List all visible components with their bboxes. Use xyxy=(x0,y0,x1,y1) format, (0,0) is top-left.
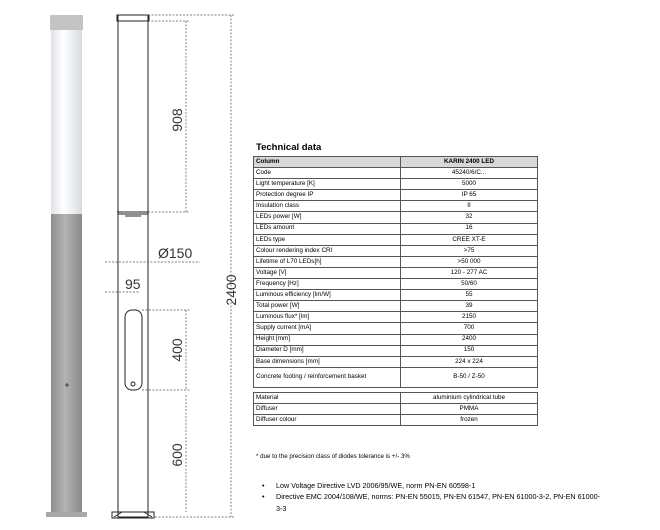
technical-data-title: Technical data xyxy=(256,142,322,153)
pole-diffuser xyxy=(51,30,82,214)
dim-diffuser-height-label: 908 xyxy=(169,108,185,132)
spec-value: frozen xyxy=(401,414,538,425)
table-row xyxy=(254,301,538,312)
pole-base xyxy=(46,512,87,517)
spec-param: Voltage [V] xyxy=(254,267,401,278)
dimension-lines xyxy=(105,15,235,517)
spec-param: Concrete footing / reinforcement basket xyxy=(254,367,401,387)
spec-param: Diffuser colour xyxy=(254,414,401,425)
table-row xyxy=(254,201,538,212)
spec-value: 2400 xyxy=(401,334,538,345)
spec-value: >50 000 xyxy=(401,256,538,267)
table-row xyxy=(254,290,538,301)
spec-param: Base dimensions [mm] xyxy=(254,356,401,367)
dim-base-to-door-label: 600 xyxy=(169,443,185,467)
list-item: • Directive EMC 2004/108/WE, norms: PN-EN 55015, PN-EN 61547, PN-EN 61000-3-2, PN-EN 61000-3-3 xyxy=(262,491,602,514)
spec-value: 55 xyxy=(401,290,538,301)
spec-header-param: Column xyxy=(254,157,401,168)
spec-param: Frequency [Hz] xyxy=(254,279,401,290)
spec-param: Supply current [mA] xyxy=(254,323,401,334)
dim-diameter-label: Ø150 xyxy=(158,245,193,261)
pole-cap xyxy=(50,15,83,30)
table-row xyxy=(254,356,538,367)
spec-param: Diffuser xyxy=(254,403,401,414)
spec-param: Luminous flux* [lm] xyxy=(254,312,401,323)
pole-shaft xyxy=(51,214,82,512)
spec-header-value: KARIN 2400 LED xyxy=(401,157,538,168)
table-row xyxy=(254,312,538,323)
spec-value: IP 65 xyxy=(401,190,538,201)
spec-param: Light temperature [K] xyxy=(254,179,401,190)
spec-value: 50/60 xyxy=(401,279,538,290)
spec-param: LEDs amount xyxy=(254,223,401,234)
spec-param: Luminous efficiency [lm/W] xyxy=(254,290,401,301)
table-row xyxy=(254,267,538,278)
pole-outline-drawing xyxy=(112,15,154,518)
table-row xyxy=(254,168,538,179)
tolerance-footnote: * due to the precision class of diodes tolerance is +/- 3% xyxy=(256,453,410,460)
spec-value: 120 - 277 AC xyxy=(401,267,538,278)
table-row xyxy=(254,190,538,201)
spec-value: 45240/6/C... xyxy=(401,168,538,179)
table-row xyxy=(254,256,538,267)
table-row xyxy=(254,345,538,356)
spec-value: >75 xyxy=(401,245,538,256)
spec-param: Code xyxy=(254,168,401,179)
spec-value: aluminium cylindrical tube xyxy=(401,392,538,403)
table-row xyxy=(254,392,538,403)
table-row xyxy=(254,245,538,256)
norms-list xyxy=(262,480,602,514)
spec-table xyxy=(253,156,538,426)
table-row xyxy=(254,367,538,387)
spec-param: Insulation class xyxy=(254,201,401,212)
dim-door-offset-label: 95 xyxy=(125,276,141,292)
table-row xyxy=(254,323,538,334)
list-item: • Low Voltage Directive LVD 2006/95/WE, norm PN-EN 60598-1 xyxy=(262,480,602,491)
table-row xyxy=(254,223,538,234)
spec-value: 700 xyxy=(401,323,538,334)
spec-param: Height [mm] xyxy=(254,334,401,345)
spec-value: CREE XT-E xyxy=(401,234,538,245)
table-row xyxy=(254,414,538,425)
pole-screw xyxy=(65,383,68,386)
table-row xyxy=(254,403,538,414)
dim-door-height-label: 400 xyxy=(169,338,185,362)
spec-param: Protection degree IP xyxy=(254,190,401,201)
spec-param: Material xyxy=(254,392,401,403)
spec-value: 16 xyxy=(401,223,538,234)
spec-value: B-50 / Z-50 xyxy=(401,367,538,387)
dim-total-height-label: 2400 xyxy=(223,274,239,306)
table-row xyxy=(254,212,538,223)
spec-value: 39 xyxy=(401,301,538,312)
pole-rendering xyxy=(46,15,87,517)
table-row xyxy=(254,179,538,190)
table-row xyxy=(254,279,538,290)
spec-value: 150 xyxy=(401,345,538,356)
spec-header-row xyxy=(254,157,538,168)
table-row xyxy=(254,334,538,345)
spec-param: Colour rendering index CRI xyxy=(254,245,401,256)
spec-value: 224 x 224 xyxy=(401,356,538,367)
spec-param: LEDs power [W] xyxy=(254,212,401,223)
table-row xyxy=(254,234,538,245)
spec-value: 2150 xyxy=(401,312,538,323)
spec-param: Total power [W] xyxy=(254,301,401,312)
spec-value: PMMA xyxy=(401,403,538,414)
spec-param: Lifetime of L70 LEDs[h] xyxy=(254,256,401,267)
spec-param: LEDs type xyxy=(254,234,401,245)
spec-value: 32 xyxy=(401,212,538,223)
spec-value: II xyxy=(401,201,538,212)
spec-param: Diameter D [mm] xyxy=(254,345,401,356)
technical-drawing xyxy=(0,0,250,530)
spec-value: 5000 xyxy=(401,179,538,190)
